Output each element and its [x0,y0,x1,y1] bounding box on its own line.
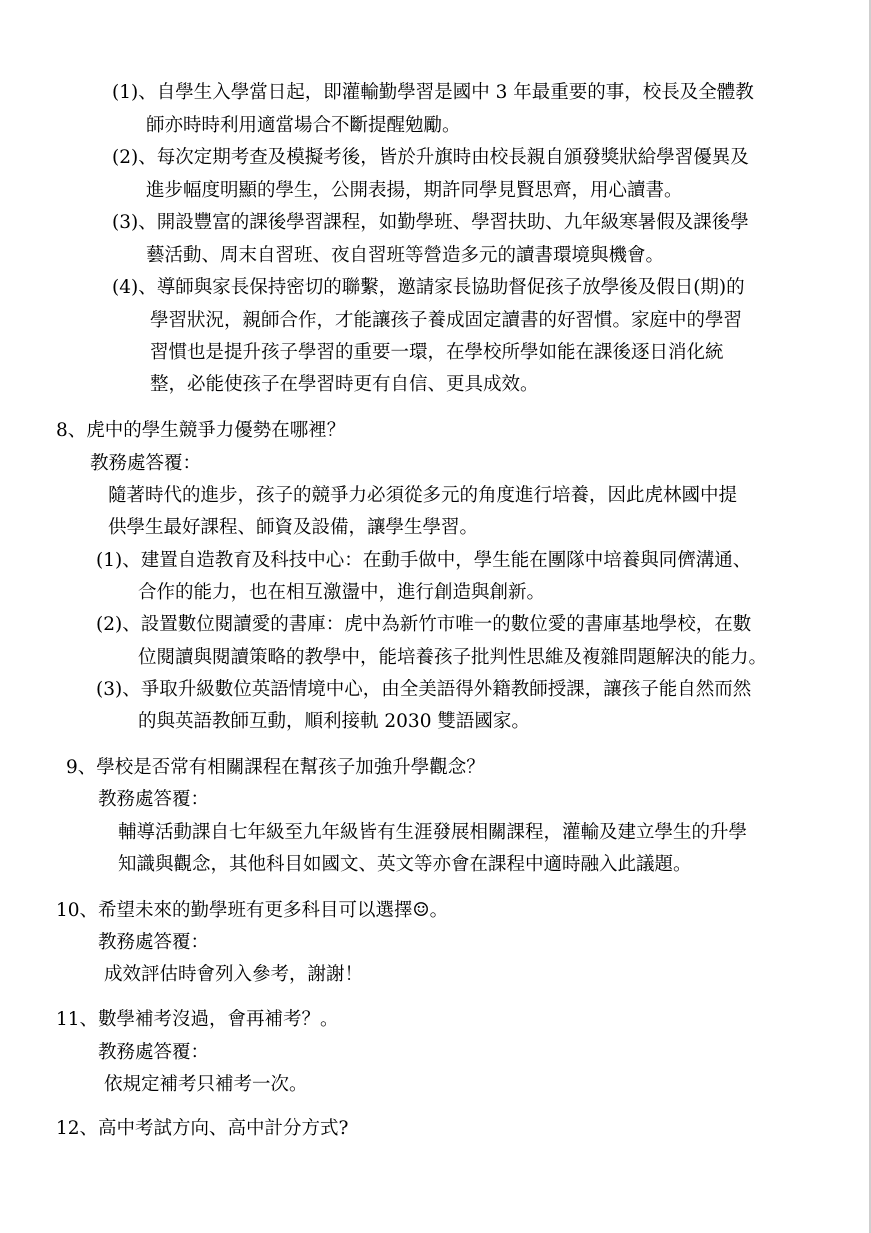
s7-item-1-line-2: 師亦時時利用適當場合不斷提醒勉勵。 [146,115,461,136]
q11-question: 11、數學補考沒過，會再補考？。 [56,1009,339,1030]
s7-item-1-line-1: (1)、自學生入學當日起，即灌輸勤學習是國中 3 年最重要的事，校長及全體教 [112,82,754,103]
s7-item-2-line-1: (2)、每次定期考查及模擬考後，皆於升旗時由校長親自頒發獎狀給學習優異及 [112,147,749,168]
q8-intro-line-2: 供學生最好課程、師資及設備，讓學生學習。 [108,517,479,538]
q10-question [56,898,448,923]
q12-question: 12、高中考試方向、高中計分方式? [56,1118,349,1139]
s7-item-4-line-3: 習慣也是提升孩子學習的重要一環，在學校所學如能在課後逐日消化統 [150,342,724,363]
s7-item-3-line-2: 藝活動、周末自習班、夜自習班等營造多元的讀書環境與機會。 [146,245,665,266]
smiley-icon: ☺ [412,899,430,921]
q8-office-label: 教務處答覆： [90,453,202,474]
q9-question: 9、學校是否常有相關課程在幫孩子加強升學觀念？ [66,757,485,778]
q8-item-1-line-1: (1)、建置自造教育及科技中心：在動手做中，學生能在團隊中培養與同儕溝通、 [96,550,752,571]
q8-question: 8、虎中的學生競爭力優勢在哪裡？ [56,420,346,441]
s7-item-2-line-2: 進步幅度明顯的學生，公開表揚，期許同學見賢思齊，用心讀書。 [146,180,683,201]
q11-office-label: 教務處答覆： [98,1042,210,1063]
q8-item-1-line-2: 合作的能力，也在相互激盪中，進行創造與創新。 [138,582,546,603]
s7-item-3-line-1: (3)、開設豐富的課後學習課程，如勤學班、學習扶助、九年級寒暑假及課後學 [112,212,749,233]
q9-office-label: 教務處答覆： [98,789,210,810]
q9-answer-line-1: 輔導活動課自七年級至九年級皆有生涯發展相關課程，灌輸及建立學生的升學 [118,822,748,843]
q8-item-2-line-2: 位閱讀與閱讀策略的教學中，能培養孩子批判性思維及複雜問題解決的能力。 [138,647,768,668]
q9-answer-line-2: 知識與觀念，其他科目如國文、英文等亦會在課程中適時融入此議題。 [118,854,692,875]
q8-item-3-line-2: 的與英語教師互動，順利接軌 2030 雙語國家。 [138,711,530,732]
q10-office-label: 教務處答覆： [98,932,210,953]
q8-item-2-line-1: (2)、設置數位閱讀愛的書庫：虎中為新竹市唯一的數位愛的書庫基地學校，在數 [96,614,752,635]
s7-item-4-line-4: 整，必能使孩子在學習時更有自信、更具成效。 [150,374,539,395]
q8-intro-line-1: 隨著時代的進步，孩子的競爭力必須從多元的角度進行培養，因此虎林國中提 [108,485,738,506]
s7-item-4-line-2: 學習狀況，親師合作，才能讓孩子養成固定讀書的好習慣。家庭中的學習 [150,310,743,331]
q10-question-text: 10、希望未來的勤學班有更多科目可以選擇 [56,900,413,921]
q10-question-end: 。 [429,900,449,921]
q11-answer: 依規定補考只補考一次。 [104,1074,308,1095]
q8-item-3-line-1: (3)、爭取升級數位英語情境中心，由全美語得外籍教師授課，讓孩子能自然而然 [96,679,752,700]
s7-item-4-line-1: (4)、導師與家長保持密切的聯繫，邀請家長協助督促孩子放學後及假日(期)的 [112,277,745,298]
q10-answer: 成效評估時會列入參考，謝謝！ [104,964,364,985]
